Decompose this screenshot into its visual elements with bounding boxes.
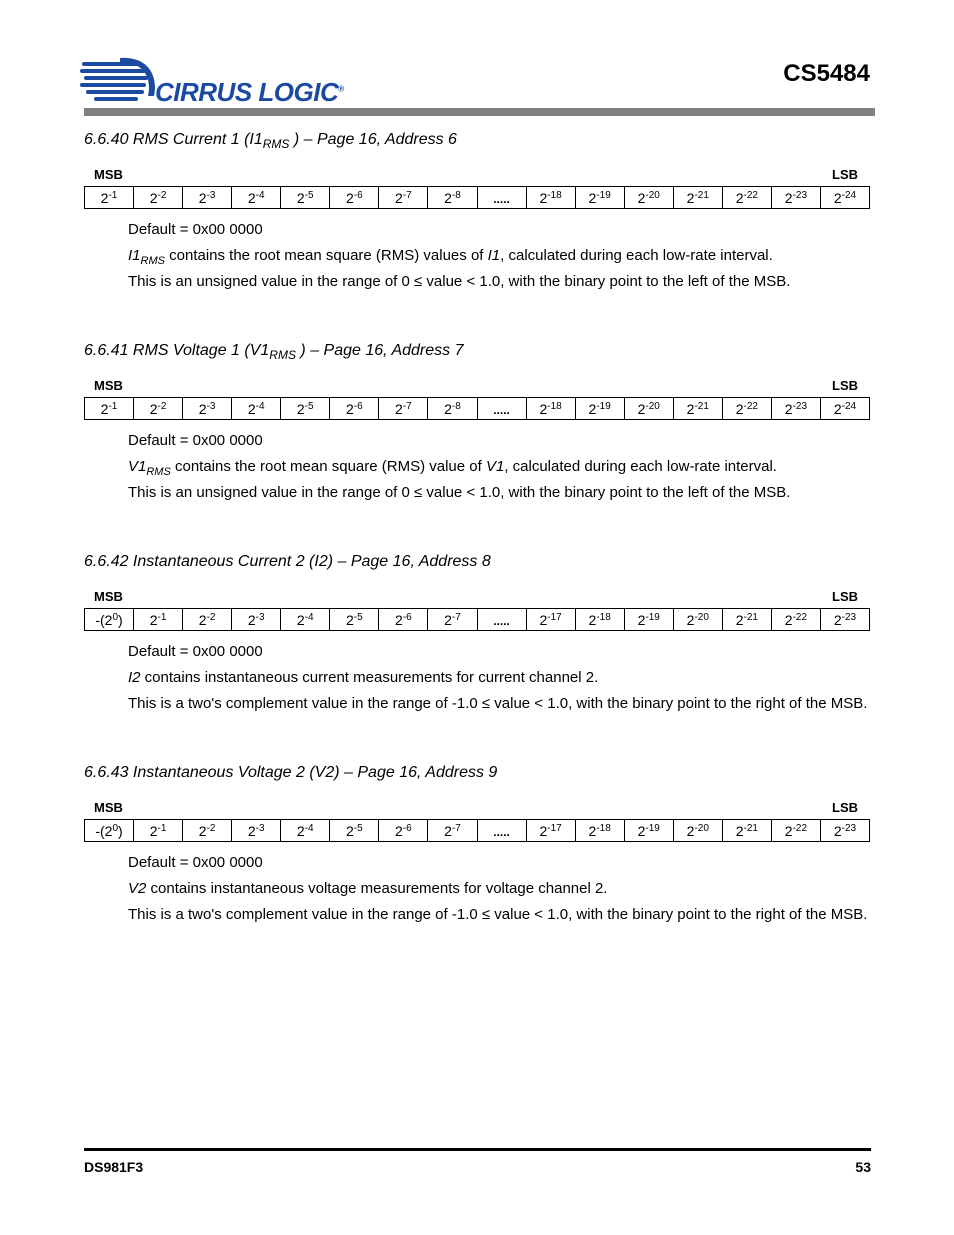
bit-cell: $2^{-4}$ (231, 397, 280, 420)
bit-cell: $2^{-3}$ (182, 397, 231, 420)
bit-cell: $2^{-4}$ (280, 608, 329, 631)
bit-ellipsis: ..... (477, 608, 526, 631)
bit-cell: $2^{-5}$ (280, 186, 329, 209)
bit-cell: $2^{-17}$ (526, 608, 575, 631)
section-title: 6.6.40 RMS Current 1 ($I1_{RMS}$ ) – Page 16, Address 6 (84, 131, 457, 151)
bit-cell: $2^{-19}$ (575, 186, 624, 209)
bit-cell: $2^{-1}$ (84, 397, 133, 420)
bit-cell: $2^{-18}$ (575, 608, 624, 631)
bit-cell: $2^{-3}$ (231, 819, 280, 842)
msb-label: MSB (94, 167, 123, 182)
default-value: Default = 0x00 0000 (128, 221, 263, 238)
bit-order-labels (84, 589, 870, 605)
bit-cell: $2^{-8}$ (427, 186, 476, 209)
bit-cell: $2^{-5}$ (329, 608, 378, 631)
register-summary: $I1_{RMS}$ contains the root mean square (RMS) values of I1, calculated during each low-rate interval. (128, 247, 773, 267)
bit-cell: $2^{-6}$ (329, 397, 378, 420)
document-id: DS981F3 (84, 1159, 144, 1175)
bit-cell: $2^{-2}$ (182, 608, 231, 631)
value-range: This is an unsigned value in the range of 0 ≤ value < 1.0, with the binary point to the left of the MSB. (128, 273, 791, 290)
lsb-label: LSB (832, 167, 858, 182)
register-bit-table (84, 819, 870, 842)
bit-ellipsis: ..... (477, 186, 526, 209)
bit-cell: $2^{-20}$ (673, 819, 722, 842)
bit-cell: $2^{-19}$ (575, 397, 624, 420)
register-summary: $V1_{RMS}$ contains the root mean square (RMS) value of V1, calculated during each low-rate interval. (128, 458, 777, 478)
value-range: This is an unsigned value in the range of 0 ≤ value < 1.0, with the binary point to the left of the MSB. (128, 484, 791, 501)
section-title: 6.6.43 Instantaneous Voltage 2 (V2) – Page 16, Address 9 (84, 764, 498, 781)
bit-cell: $2^{-5}$ (280, 397, 329, 420)
page-header (0, 0, 954, 120)
lsb-label: LSB (832, 589, 858, 604)
bit-cell: $2^{-3}$ (231, 608, 280, 631)
bit-cell: $2^{-20}$ (624, 186, 673, 209)
logo-wordmark: CIRRUS LOGIC® (155, 77, 344, 107)
section-title: 6.6.42 Instantaneous Current 2 (I2) – Page 16, Address 8 (84, 553, 491, 570)
lsb-label: LSB (832, 378, 858, 393)
bit-cell: $2^{-22}$ (722, 397, 771, 420)
bit-cell: $2^{-18}$ (575, 819, 624, 842)
part-number: CS5484 (783, 60, 870, 87)
bit-cell: $2^{-6}$ (329, 186, 378, 209)
register-bit-table (84, 608, 870, 631)
register-description (128, 217, 870, 295)
bit-cell: $2^{-19}$ (624, 819, 673, 842)
bit-cell: $2^{-21}$ (673, 397, 722, 420)
bit-cell: $2^{-7}$ (378, 397, 427, 420)
register-bit-table (84, 397, 870, 420)
bit-cell: $2^{-7}$ (378, 186, 427, 209)
header-divider (84, 108, 875, 116)
bit-cell: $2^{-23}$ (771, 186, 820, 209)
lsb-label: LSB (832, 800, 858, 815)
bit-cell: $2^{-17}$ (526, 819, 575, 842)
bit-cell: $2^{-4}$ (231, 186, 280, 209)
bit-cell: $2^{-20}$ (673, 608, 722, 631)
bit-ellipsis: ..... (477, 397, 526, 420)
register-description (128, 850, 870, 928)
bit-cell: $2^{-8}$ (427, 397, 476, 420)
bit-cell: $2^{-4}$ (280, 819, 329, 842)
bit-cell: $2^{-1}$ (84, 186, 133, 209)
bit-cell: $2^{-21}$ (673, 186, 722, 209)
value-range: This is a two's complement value in the range of -1.0 ≤ value < 1.0, with the binary point to the right of the MSB. (128, 695, 868, 712)
default-value: Default = 0x00 0000 (128, 643, 263, 660)
footer-divider (84, 1148, 871, 1151)
bit-cell: $2^{-23}$ (820, 608, 870, 631)
default-value: Default = 0x00 0000 (128, 432, 263, 449)
bit-cell: $2^{-3}$ (182, 186, 231, 209)
register-section (84, 762, 870, 928)
value-range: This is a two's complement value in the range of -1.0 ≤ value < 1.0, with the binary point to the right of the MSB. (128, 906, 868, 923)
bit-cell: $2^{-18}$ (526, 186, 575, 209)
register-description (128, 428, 870, 506)
register-section (84, 340, 870, 506)
bit-cell: $2^{-7}$ (427, 819, 476, 842)
msb-label: MSB (94, 800, 123, 815)
bit-cell: $2^{-21}$ (722, 819, 771, 842)
bit-cell: $2^{-22}$ (722, 186, 771, 209)
bit-cell: $2^{-2}$ (182, 819, 231, 842)
register-summary: I2 contains instantaneous current measurements for current channel 2. (128, 669, 599, 686)
bit-cell: $2^{-2}$ (133, 397, 182, 420)
bit-cell: $2^{-6}$ (378, 819, 427, 842)
bit-cell: $2^{-2}$ (133, 186, 182, 209)
bit-cell: $2^{-7}$ (427, 608, 476, 631)
bit-ellipsis: ..... (477, 819, 526, 842)
msb-label: MSB (94, 378, 123, 393)
bit-cell: $2^{-20}$ (624, 397, 673, 420)
register-section (84, 551, 870, 717)
bit-cell: $-(2^0)$ (84, 608, 133, 631)
register-section (84, 129, 870, 295)
default-value: Default = 0x00 0000 (128, 854, 263, 871)
bit-cell: $2^{-18}$ (526, 397, 575, 420)
bit-cell: $2^{-22}$ (771, 819, 820, 842)
section-title: 6.6.41 RMS Voltage 1 ($V1_{RMS}$ ) – Page 16, Address 7 (84, 342, 464, 362)
bit-cell: $2^{-21}$ (722, 608, 771, 631)
register-bit-table (84, 186, 870, 209)
msb-label: MSB (94, 589, 123, 604)
bit-cell: $2^{-5}$ (329, 819, 378, 842)
bit-cell: $2^{-23}$ (820, 819, 870, 842)
bit-cell: $2^{-24}$ (820, 397, 870, 420)
bit-cell: $2^{-6}$ (378, 608, 427, 631)
bit-order-labels (84, 378, 870, 394)
page-number: 53 (855, 1159, 871, 1175)
bit-cell: $2^{-23}$ (771, 397, 820, 420)
bit-order-labels (84, 167, 870, 183)
register-summary: V2 contains instantaneous voltage measurements for voltage channel 2. (128, 880, 608, 897)
bit-cell: $2^{-1}$ (133, 608, 182, 631)
bit-cell: $-(2^0)$ (84, 819, 133, 842)
bit-cell: $2^{-19}$ (624, 608, 673, 631)
register-description (128, 639, 870, 717)
bit-cell: $2^{-22}$ (771, 608, 820, 631)
bit-cell: $2^{-24}$ (820, 186, 870, 209)
bit-cell: $2^{-1}$ (133, 819, 182, 842)
bit-order-labels (84, 800, 870, 816)
